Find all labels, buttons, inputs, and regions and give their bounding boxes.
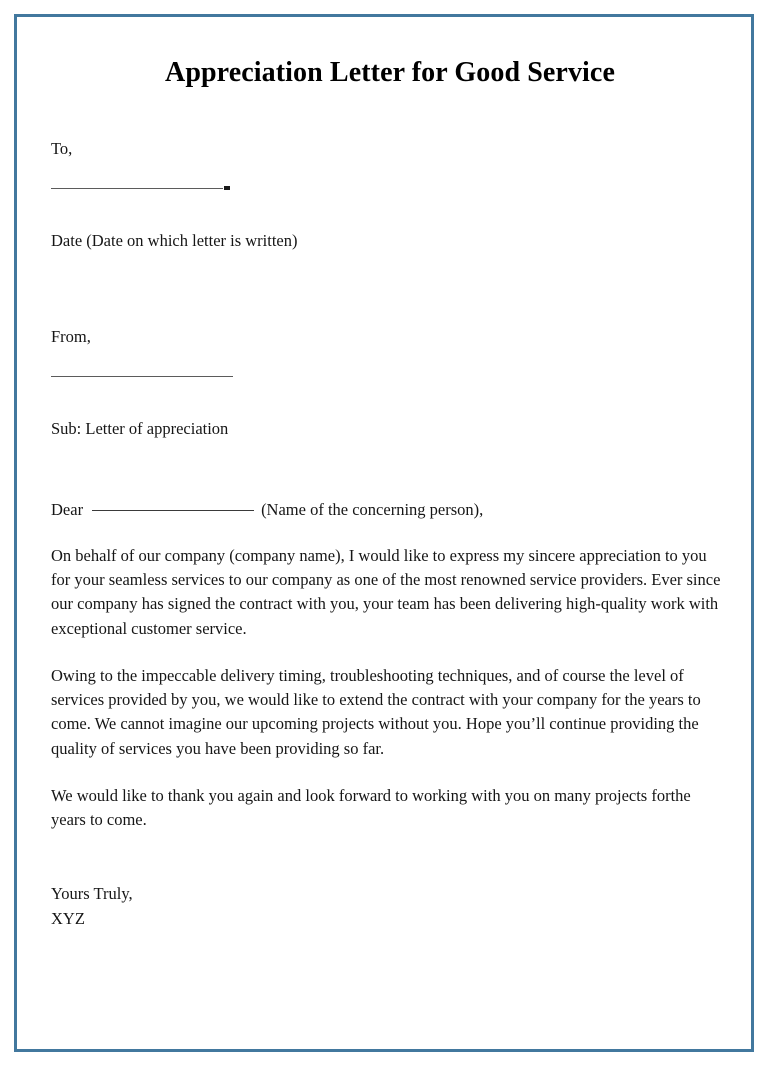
spacer [51,377,729,421]
spacer [51,346,729,376]
sender-blank-rule[interactable] [51,376,233,377]
letter-border-frame [14,14,754,1052]
recipient-blank-rule[interactable] [51,188,223,189]
spacer [51,305,729,329]
body-paragraph-3: We would like to thank you again and look forward to working with you on many projects forthe years to come. [51,786,691,830]
subject-line: Sub: Letter of appreciation [51,418,229,438]
signature-name: XYZ [51,908,85,928]
spacer [51,249,729,305]
spacer [51,89,729,141]
page-title: Appreciation Letter for Good Service [165,57,615,88]
spacer [51,158,729,188]
date-line: Date (Date on which letter is written) [51,230,298,250]
spacer [51,833,729,881]
rule-end-tick-icon [224,186,230,190]
sender-label: From, [51,327,91,347]
salutation-row [51,502,729,519]
salutation-suffix: (Name of the concerning person), [261,500,484,520]
spacer [51,519,729,544]
spacer [51,761,729,784]
recipient-label: To, [51,139,73,159]
body-paragraph-1: On behalf of our company (company name), I would like to express my sincere appreciation to you for your seamless services to our company as one of the most renowned service providers. Ever since our company has signed the contract with you, your team has been delivering high-quality work with exceptional customer service. [51,545,721,638]
letter-content [51,57,729,931]
spacer [51,189,729,233]
closing-line: Yours Truly, [51,883,133,903]
spacer [51,437,729,493]
salutation-blank-rule[interactable] [92,510,254,511]
body-paragraph-2: Owing to the impeccable delivery timing, troubleshooting techniques, and of course the level of services provided by you, we would like to extend the contract with your company for the years to come. We cannot imagine our upcoming projects without you. Hope you’ll continue providing the quality of services you have been providing so far. [51,665,701,758]
salutation-prefix: Dear [51,500,84,520]
spacer [51,641,729,664]
